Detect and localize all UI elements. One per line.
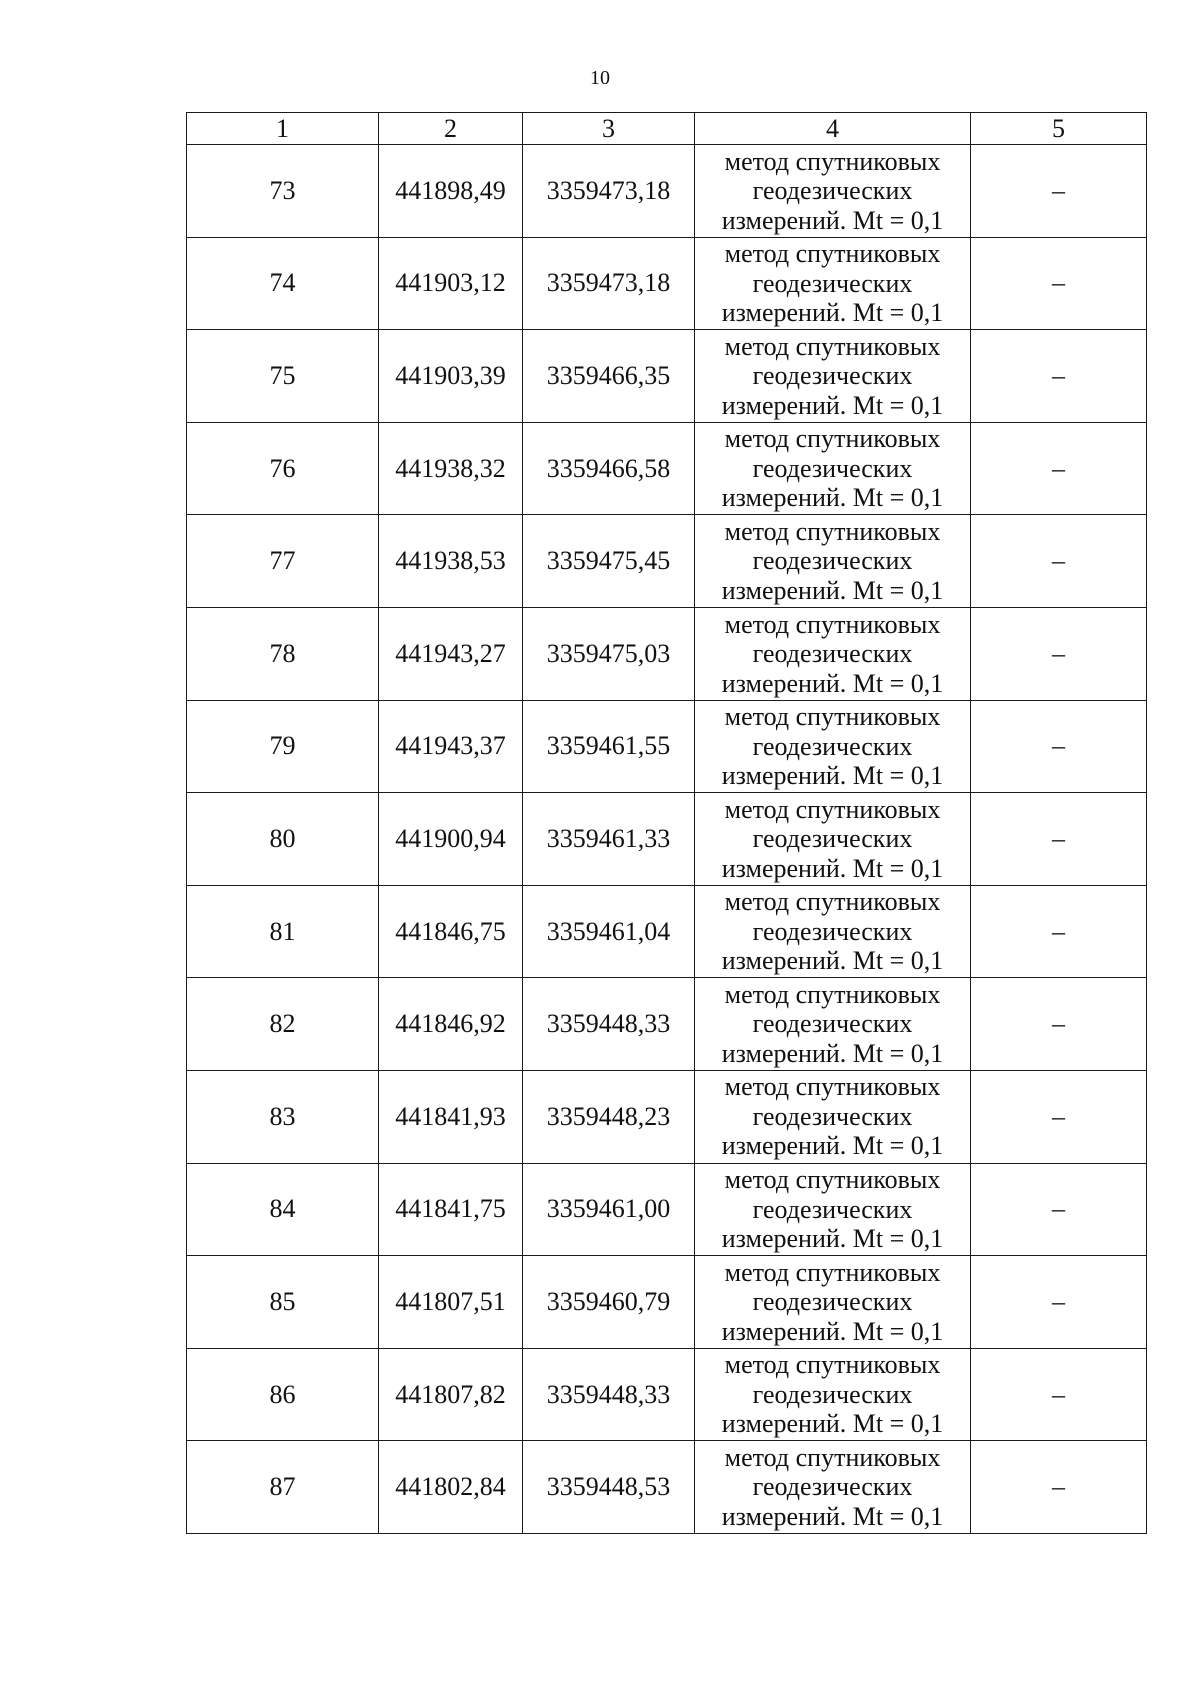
y-coordinate-cell: 3359473,18 xyxy=(523,145,695,238)
y-coordinate-cell: 3359448,53 xyxy=(523,1441,695,1534)
note-cell: – xyxy=(971,700,1147,793)
y-coordinate-cell: 3359466,35 xyxy=(523,330,695,423)
method-line: измерений. Mt = 0,1 xyxy=(721,1224,944,1254)
method-cell xyxy=(695,330,971,423)
note-cell: – xyxy=(971,1070,1147,1163)
x-coordinate-cell: 441841,75 xyxy=(379,1163,523,1256)
x-coordinate-cell: 441943,27 xyxy=(379,607,523,700)
page-number: 10 xyxy=(590,67,610,89)
note-cell: – xyxy=(971,237,1147,330)
point-number-cell: 84 xyxy=(187,1163,379,1256)
note-cell: – xyxy=(971,1441,1147,1534)
note-cell: – xyxy=(971,515,1147,608)
method-line: геодезических xyxy=(752,1101,913,1131)
table-row xyxy=(187,978,1147,1071)
point-number-cell: 82 xyxy=(187,978,379,1071)
y-coordinate-cell: 3359473,18 xyxy=(523,237,695,330)
method-line: измерений. Mt = 0,1 xyxy=(721,1316,944,1346)
y-coordinate-cell: 3359448,33 xyxy=(523,978,695,1071)
method-line: геодезических xyxy=(752,916,913,946)
point-number-cell: 77 xyxy=(187,515,379,608)
column-header-1: 1 xyxy=(187,113,379,145)
method-cell xyxy=(695,793,971,886)
y-coordinate-cell: 3359461,55 xyxy=(523,700,695,793)
table-row xyxy=(187,145,1147,238)
method-line: геодезических xyxy=(752,268,913,298)
coordinates-table xyxy=(186,112,1147,1534)
table-row xyxy=(187,422,1147,515)
method-line: метод спутниковых xyxy=(724,1165,941,1195)
x-coordinate-cell: 441807,82 xyxy=(379,1348,523,1441)
table-row xyxy=(187,1070,1147,1163)
point-number-cell: 86 xyxy=(187,1348,379,1441)
y-coordinate-cell: 3359448,23 xyxy=(523,1070,695,1163)
method-cell xyxy=(695,145,971,238)
column-header-5: 5 xyxy=(971,113,1147,145)
point-number-cell: 81 xyxy=(187,885,379,978)
method-cell xyxy=(695,607,971,700)
column-header-4: 4 xyxy=(695,113,971,145)
method-line: метод спутниковых xyxy=(724,424,941,454)
x-coordinate-cell: 441938,53 xyxy=(379,515,523,608)
method-line: геодезических xyxy=(752,1194,913,1224)
note-cell: – xyxy=(971,1256,1147,1349)
column-header-3: 3 xyxy=(523,113,695,145)
note-cell: – xyxy=(971,793,1147,886)
method-cell xyxy=(695,1070,971,1163)
y-coordinate-cell: 3359466,58 xyxy=(523,422,695,515)
x-coordinate-cell: 441846,92 xyxy=(379,978,523,1071)
method-line: геодезических xyxy=(752,1009,913,1039)
method-cell xyxy=(695,885,971,978)
table-row xyxy=(187,700,1147,793)
x-coordinate-cell: 441903,39 xyxy=(379,330,523,423)
method-line: измерений. Mt = 0,1 xyxy=(721,298,944,328)
point-number-cell: 80 xyxy=(187,793,379,886)
y-coordinate-cell: 3359461,00 xyxy=(523,1163,695,1256)
method-line: метод спутниковых xyxy=(724,1257,941,1287)
point-number-cell: 74 xyxy=(187,237,379,330)
x-coordinate-cell: 441943,37 xyxy=(379,700,523,793)
method-line: метод спутниковых xyxy=(724,979,941,1009)
method-line: геодезических xyxy=(752,1472,913,1502)
point-number-cell: 78 xyxy=(187,607,379,700)
point-number-cell: 73 xyxy=(187,145,379,238)
x-coordinate-cell: 441938,32 xyxy=(379,422,523,515)
method-line: геодезических xyxy=(752,731,913,761)
method-line: измерений. Mt = 0,1 xyxy=(721,1501,944,1531)
x-coordinate-cell: 441841,93 xyxy=(379,1070,523,1163)
method-cell xyxy=(695,1163,971,1256)
y-coordinate-cell: 3359461,33 xyxy=(523,793,695,886)
method-line: метод спутниковых xyxy=(724,794,941,824)
y-coordinate-cell: 3359475,45 xyxy=(523,515,695,608)
x-coordinate-cell: 441900,94 xyxy=(379,793,523,886)
column-header-2: 2 xyxy=(379,113,523,145)
table-row xyxy=(187,237,1147,330)
note-cell: – xyxy=(971,145,1147,238)
method-line: геодезических xyxy=(752,361,913,391)
method-line: геодезических xyxy=(752,824,913,854)
point-number-cell: 85 xyxy=(187,1256,379,1349)
table-header-row xyxy=(187,113,1147,145)
method-cell xyxy=(695,1348,971,1441)
method-line: измерений. Mt = 0,1 xyxy=(721,483,944,513)
method-line: геодезических xyxy=(752,1379,913,1409)
method-line: геодезических xyxy=(752,546,913,576)
y-coordinate-cell: 3359460,79 xyxy=(523,1256,695,1349)
method-line: метод спутниковых xyxy=(724,1442,941,1472)
method-line: измерений. Mt = 0,1 xyxy=(721,853,944,883)
method-line: измерений. Mt = 0,1 xyxy=(721,575,944,605)
note-cell: – xyxy=(971,978,1147,1071)
x-coordinate-cell: 441898,49 xyxy=(379,145,523,238)
note-cell: – xyxy=(971,607,1147,700)
method-cell xyxy=(695,422,971,515)
note-cell: – xyxy=(971,330,1147,423)
note-cell: – xyxy=(971,1348,1147,1441)
point-number-cell: 76 xyxy=(187,422,379,515)
method-line: метод спутниковых xyxy=(724,609,941,639)
x-coordinate-cell: 441802,84 xyxy=(379,1441,523,1534)
x-coordinate-cell: 441807,51 xyxy=(379,1256,523,1349)
table-row xyxy=(187,1441,1147,1534)
table-row xyxy=(187,1348,1147,1441)
method-line: метод спутниковых xyxy=(724,702,941,732)
method-cell xyxy=(695,1256,971,1349)
y-coordinate-cell: 3359448,33 xyxy=(523,1348,695,1441)
method-line: метод спутниковых xyxy=(724,1072,941,1102)
point-number-cell: 83 xyxy=(187,1070,379,1163)
table-row xyxy=(187,793,1147,886)
table-row xyxy=(187,515,1147,608)
method-cell xyxy=(695,237,971,330)
method-line: измерений. Mt = 0,1 xyxy=(721,761,944,791)
table-row xyxy=(187,330,1147,423)
table-row xyxy=(187,607,1147,700)
point-number-cell: 79 xyxy=(187,700,379,793)
method-line: измерений. Mt = 0,1 xyxy=(721,1131,944,1161)
note-cell: – xyxy=(971,1163,1147,1256)
y-coordinate-cell: 3359475,03 xyxy=(523,607,695,700)
method-cell xyxy=(695,1441,971,1534)
method-line: измерений. Mt = 0,1 xyxy=(721,1038,944,1068)
method-line: метод спутниковых xyxy=(724,146,941,176)
point-number-cell: 75 xyxy=(187,330,379,423)
table-row xyxy=(187,885,1147,978)
method-line: метод спутниковых xyxy=(724,516,941,546)
note-cell: – xyxy=(971,885,1147,978)
method-line: измерений. Mt = 0,1 xyxy=(721,668,944,698)
method-cell xyxy=(695,700,971,793)
x-coordinate-cell: 441846,75 xyxy=(379,885,523,978)
method-line: геодезических xyxy=(752,453,913,483)
method-line: измерений. Mt = 0,1 xyxy=(721,205,944,235)
method-line: геодезических xyxy=(752,639,913,669)
method-line: метод спутниковых xyxy=(724,331,941,361)
method-line: геодезических xyxy=(752,176,913,206)
x-coordinate-cell: 441903,12 xyxy=(379,237,523,330)
method-cell xyxy=(695,978,971,1071)
y-coordinate-cell: 3359461,04 xyxy=(523,885,695,978)
point-number-cell: 87 xyxy=(187,1441,379,1534)
method-line: измерений. Mt = 0,1 xyxy=(721,1409,944,1439)
method-cell xyxy=(695,515,971,608)
method-line: метод спутниковых xyxy=(724,239,941,269)
note-cell: – xyxy=(971,422,1147,515)
table-row xyxy=(187,1256,1147,1349)
table-body xyxy=(187,145,1147,1534)
method-line: метод спутниковых xyxy=(724,1350,941,1380)
method-line: геодезических xyxy=(752,1287,913,1317)
method-line: метод спутниковых xyxy=(724,887,941,917)
table-row xyxy=(187,1163,1147,1256)
method-line: измерений. Mt = 0,1 xyxy=(721,946,944,976)
method-line: измерений. Mt = 0,1 xyxy=(721,390,944,420)
